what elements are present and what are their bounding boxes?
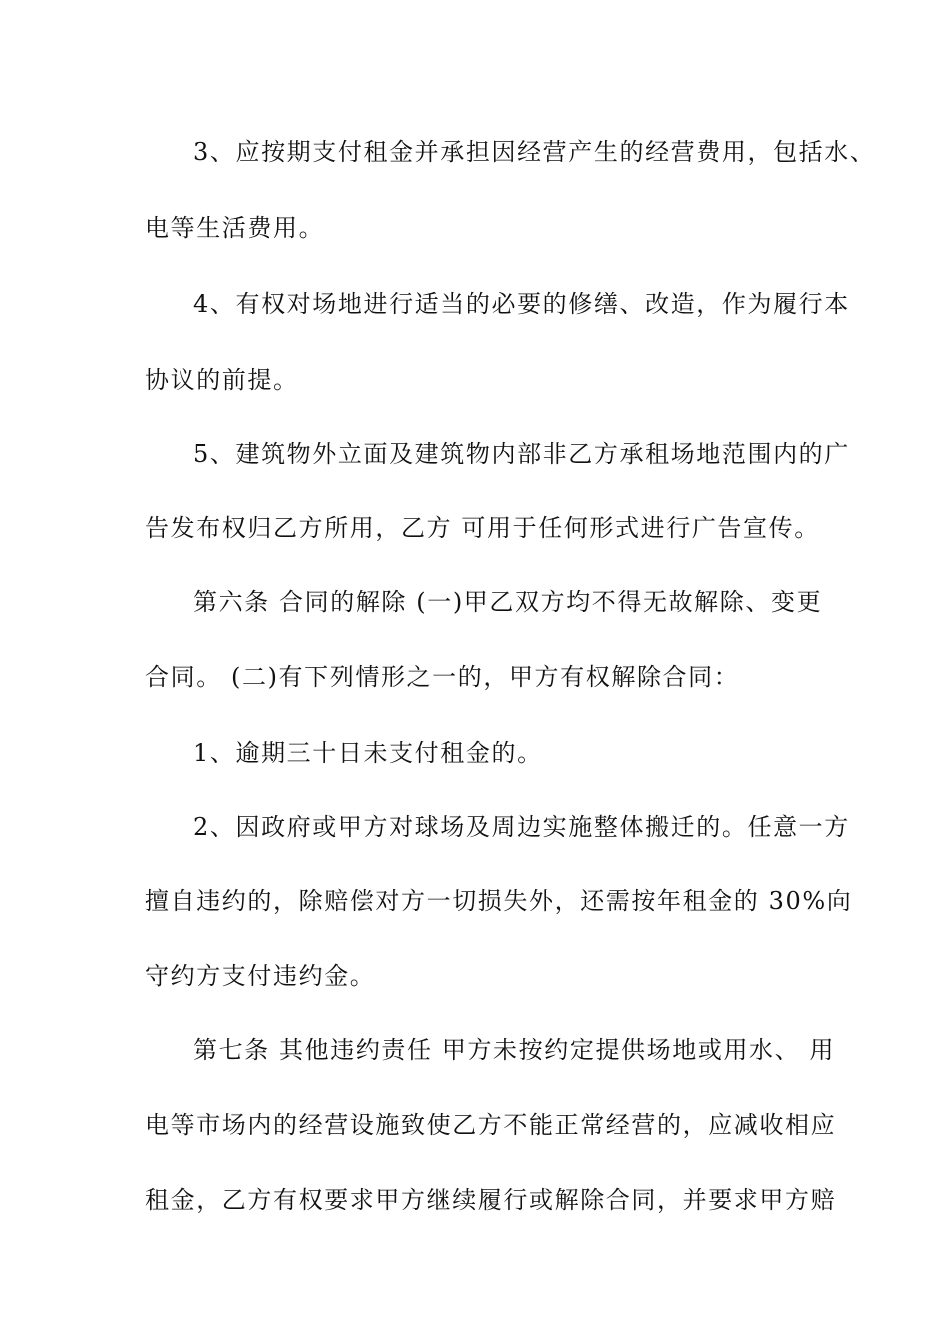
paragraph-line: 擅自违约的，除赔偿对方一切损失外，还需按年租金的 30%向 (145, 887, 853, 915)
paragraph-line: 1、逾期三十日未支付租金的。 (193, 739, 543, 767)
paragraph-line: 租金，乙方有权要求甲方继续履行或解除合同，并要求甲方赔 (145, 1186, 837, 1214)
paragraph-line: 3、应按期支付租金并承担因经营产生的经营费用，包括水、 (193, 138, 876, 166)
paragraph-line: 守约方支付违约金。 (145, 962, 376, 990)
paragraph-line: 4、有权对场地进行适当的必要的修缮、改造，作为履行本 (193, 290, 850, 318)
paragraph-line: 5、建筑物外立面及建筑物内部非乙方承租场地范围内的广 (193, 440, 850, 468)
paragraph-line: 2、因政府或甲方对球场及周边实施整体搬迁的。任意一方 (193, 813, 850, 841)
paragraph-line: 第七条 其他违约责任 甲方未按约定提供场地或用水、 用 (193, 1036, 836, 1064)
paragraph-line: 电等生活费用。 (145, 214, 325, 242)
paragraph-line: 第六条 合同的解除 (一)甲乙双方均不得无故解除、变更 (193, 588, 823, 616)
paragraph-line: 告发布权归乙方所用，乙方 可用于任何形式进行广告宣传。 (145, 514, 820, 542)
paragraph-line: 合同。 (二)有下列情形之一的，甲方有权解除合同： (145, 663, 740, 691)
paragraph-line: 协议的前提。 (145, 366, 299, 394)
paragraph-line: 电等市场内的经营设施致使乙方不能正常经营的，应减收相应 (145, 1111, 837, 1139)
